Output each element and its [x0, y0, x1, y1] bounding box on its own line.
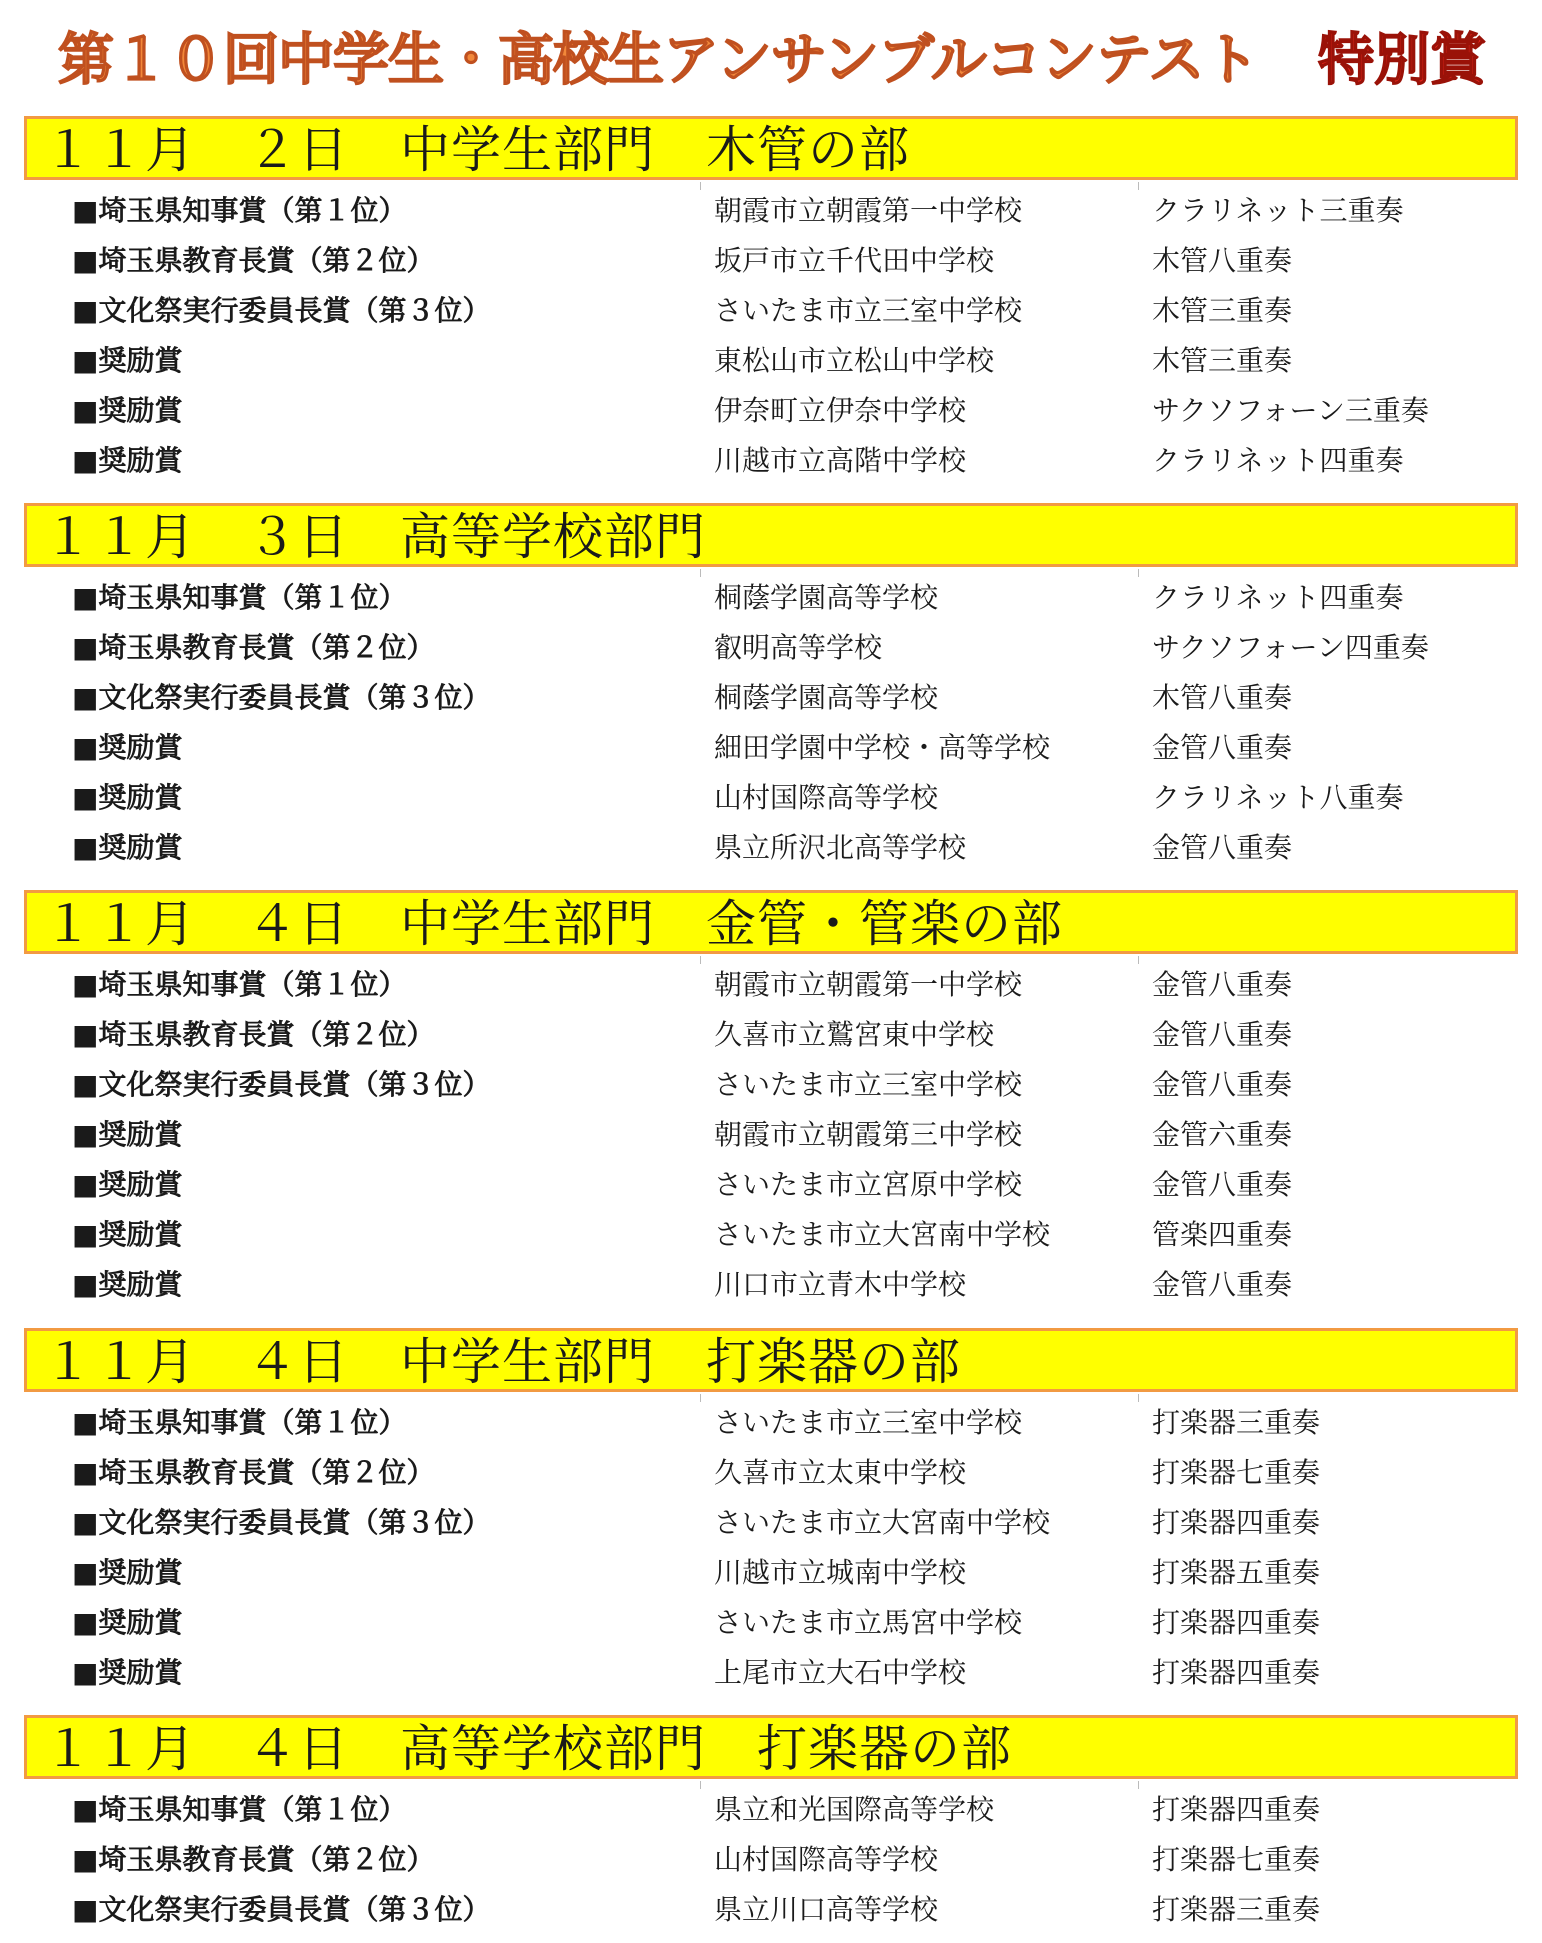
- award-name: ■奨励賞: [72, 1118, 183, 1151]
- result-row: [0, 773, 1542, 823]
- section-banner: [24, 1328, 1518, 1392]
- award-name: ■埼玉県教育長賞（第２位）: [72, 1843, 435, 1876]
- section-heading: １１月 ２日 中学生部門 木管の部: [43, 121, 910, 179]
- school-name: 朝霞市立朝霞第三中学校: [714, 1118, 1023, 1151]
- ensemble-name: 木管三重奏: [1152, 294, 1293, 327]
- result-row: [0, 1398, 1542, 1448]
- award-name: ■埼玉県教育長賞（第２位）: [72, 1456, 435, 1489]
- result-row: [0, 1110, 1542, 1160]
- school-name: 細田学園中学校・高等学校: [714, 731, 1051, 764]
- result-row: [0, 1598, 1542, 1648]
- award-name: ■文化祭実行委員長賞（第３位）: [72, 1506, 491, 1539]
- school-name: 東松山市立松山中学校: [714, 344, 995, 377]
- award-name: ■奨励賞: [72, 1606, 183, 1639]
- result-row: [0, 1060, 1542, 1110]
- award-name: ■奨励賞: [72, 1168, 183, 1201]
- ensemble-name: 木管三重奏: [1152, 344, 1293, 377]
- result-row: [0, 573, 1542, 623]
- award-name: ■埼玉県知事賞（第１位）: [72, 581, 407, 614]
- ensemble-name: サクソフォーン四重奏: [1152, 631, 1429, 664]
- award-name: ■奨励賞: [72, 1556, 183, 1589]
- award-name: ■文化祭実行委員長賞（第３位）: [72, 681, 491, 714]
- school-name: 叡明高等学校: [714, 631, 883, 664]
- ensemble-name: 打楽器四重奏: [1152, 1793, 1321, 1826]
- result-row: [0, 1835, 1542, 1885]
- ensemble-name: 木管八重奏: [1152, 244, 1293, 277]
- results-list: [0, 186, 1542, 486]
- school-name: さいたま市立馬宮中学校: [714, 1606, 1023, 1639]
- award-name: ■奨励賞: [72, 1656, 183, 1689]
- special-award-label: 特別賞: [1318, 28, 1486, 93]
- page-header: [0, 18, 1542, 98]
- school-name: 川口市立青木中学校: [714, 1268, 967, 1301]
- award-name: ■文化祭実行委員長賞（第３位）: [72, 1893, 491, 1926]
- result-row: [0, 1648, 1542, 1698]
- result-row: [0, 236, 1542, 286]
- result-row: [0, 1885, 1542, 1935]
- section-banner: [24, 890, 1518, 954]
- school-name: 山村国際高等学校: [714, 781, 939, 814]
- school-name: 朝霞市立朝霞第一中学校: [714, 194, 1023, 227]
- ensemble-name: 打楽器四重奏: [1152, 1506, 1321, 1539]
- school-name: 県立所沢北高等学校: [714, 831, 967, 864]
- award-name: ■埼玉県教育長賞（第２位）: [72, 244, 435, 277]
- result-row: [0, 386, 1542, 436]
- ensemble-name: サクソフォーン三重奏: [1152, 394, 1429, 427]
- ensemble-name: 金管八重奏: [1152, 1018, 1293, 1051]
- school-name: 県立川口高等学校: [714, 1893, 939, 1926]
- school-name: さいたま市立三室中学校: [714, 1068, 1023, 1101]
- award-name: ■奨励賞: [72, 394, 183, 427]
- result-row: [0, 436, 1542, 486]
- result-row: [0, 1448, 1542, 1498]
- award-name: ■埼玉県教育長賞（第２位）: [72, 1018, 435, 1051]
- ensemble-name: クラリネット四重奏: [1152, 444, 1404, 477]
- school-name: さいたま市立宮原中学校: [714, 1168, 1023, 1201]
- section-heading: １１月 ３日 高等学校部門: [43, 508, 706, 566]
- section-banner: [24, 503, 1518, 567]
- result-row: [0, 623, 1542, 673]
- award-name: ■埼玉県教育長賞（第２位）: [72, 631, 435, 664]
- school-name: 久喜市立太東中学校: [714, 1456, 967, 1489]
- school-name: 桐蔭学園高等学校: [714, 581, 939, 614]
- award-name: ■奨励賞: [72, 1218, 183, 1251]
- result-row: [0, 186, 1542, 236]
- school-name: 山村国際高等学校: [714, 1843, 939, 1876]
- ensemble-name: クラリネット八重奏: [1152, 781, 1404, 814]
- ensemble-name: 金管八重奏: [1152, 968, 1293, 1001]
- award-name: ■奨励賞: [72, 1268, 183, 1301]
- award-name: ■奨励賞: [72, 344, 183, 377]
- result-row: [0, 336, 1542, 386]
- section-banner: [24, 116, 1518, 180]
- award-name: ■文化祭実行委員長賞（第３位）: [72, 1068, 491, 1101]
- ensemble-name: 金管八重奏: [1152, 731, 1293, 764]
- result-row: [0, 673, 1542, 723]
- award-name: ■奨励賞: [72, 444, 183, 477]
- ensemble-name: 管楽四重奏: [1152, 1218, 1293, 1251]
- ensemble-name: 打楽器七重奏: [1152, 1843, 1321, 1876]
- results-list: [0, 1785, 1542, 1935]
- page-title: 第１０回中学生・高校生アンサンブルコンテスト: [58, 28, 1259, 93]
- result-row: [0, 1010, 1542, 1060]
- section-heading: １１月 ４日 中学生部門 打楽器の部: [43, 1333, 961, 1391]
- result-row: [0, 823, 1542, 873]
- results-list: [0, 960, 1542, 1310]
- result-row: [0, 286, 1542, 336]
- school-name: 川越市立高階中学校: [714, 444, 967, 477]
- ensemble-name: 打楽器四重奏: [1152, 1606, 1321, 1639]
- ensemble-name: 金管八重奏: [1152, 1268, 1293, 1301]
- ensemble-name: 金管八重奏: [1152, 1068, 1293, 1101]
- school-name: さいたま市立三室中学校: [714, 1406, 1023, 1439]
- ensemble-name: 打楽器四重奏: [1152, 1656, 1321, 1689]
- award-name: ■奨励賞: [72, 831, 183, 864]
- school-name: 桐蔭学園高等学校: [714, 681, 939, 714]
- results-list: [0, 573, 1542, 873]
- ensemble-name: 打楽器七重奏: [1152, 1456, 1321, 1489]
- ensemble-name: 木管八重奏: [1152, 681, 1293, 714]
- ensemble-name: クラリネット三重奏: [1152, 194, 1404, 227]
- school-name: 朝霞市立朝霞第一中学校: [714, 968, 1023, 1001]
- school-name: 坂戸市立千代田中学校: [714, 244, 995, 277]
- ensemble-name: 打楽器五重奏: [1152, 1556, 1321, 1589]
- award-name: ■埼玉県知事賞（第１位）: [72, 1406, 407, 1439]
- ensemble-name: クラリネット四重奏: [1152, 581, 1404, 614]
- ensemble-name: 金管八重奏: [1152, 1168, 1293, 1201]
- award-name: ■埼玉県知事賞（第１位）: [72, 968, 407, 1001]
- award-name: ■埼玉県知事賞（第１位）: [72, 1793, 407, 1826]
- result-row: [0, 960, 1542, 1010]
- result-row: [0, 1785, 1542, 1835]
- ensemble-name: 打楽器三重奏: [1152, 1406, 1321, 1439]
- result-row: [0, 1498, 1542, 1548]
- ensemble-name: 金管六重奏: [1152, 1118, 1293, 1151]
- results-list: [0, 1398, 1542, 1698]
- award-name: ■奨励賞: [72, 731, 183, 764]
- section-banner: [24, 1715, 1518, 1779]
- school-name: 川越市立城南中学校: [714, 1556, 967, 1589]
- school-name: さいたま市立三室中学校: [714, 294, 1023, 327]
- award-name: ■奨励賞: [72, 781, 183, 814]
- result-row: [0, 1210, 1542, 1260]
- result-row: [0, 1548, 1542, 1598]
- school-name: 上尾市立大石中学校: [714, 1656, 967, 1689]
- section-heading: １１月 ４日 高等学校部門 打楽器の部: [43, 1720, 1012, 1778]
- school-name: 伊奈町立伊奈中学校: [714, 394, 967, 427]
- result-row: [0, 1260, 1542, 1310]
- ensemble-name: 金管八重奏: [1152, 831, 1293, 864]
- school-name: さいたま市立大宮南中学校: [714, 1506, 1051, 1539]
- school-name: 久喜市立鷲宮東中学校: [714, 1018, 995, 1051]
- school-name: 県立和光国際高等学校: [714, 1793, 995, 1826]
- result-row: [0, 1160, 1542, 1210]
- school-name: さいたま市立大宮南中学校: [714, 1218, 1051, 1251]
- section-heading: １１月 ４日 中学生部門 金管・管楽の部: [43, 895, 1063, 953]
- ensemble-name: 打楽器三重奏: [1152, 1893, 1321, 1926]
- result-row: [0, 723, 1542, 773]
- award-name: ■文化祭実行委員長賞（第３位）: [72, 294, 491, 327]
- award-name: ■埼玉県知事賞（第１位）: [72, 194, 407, 227]
